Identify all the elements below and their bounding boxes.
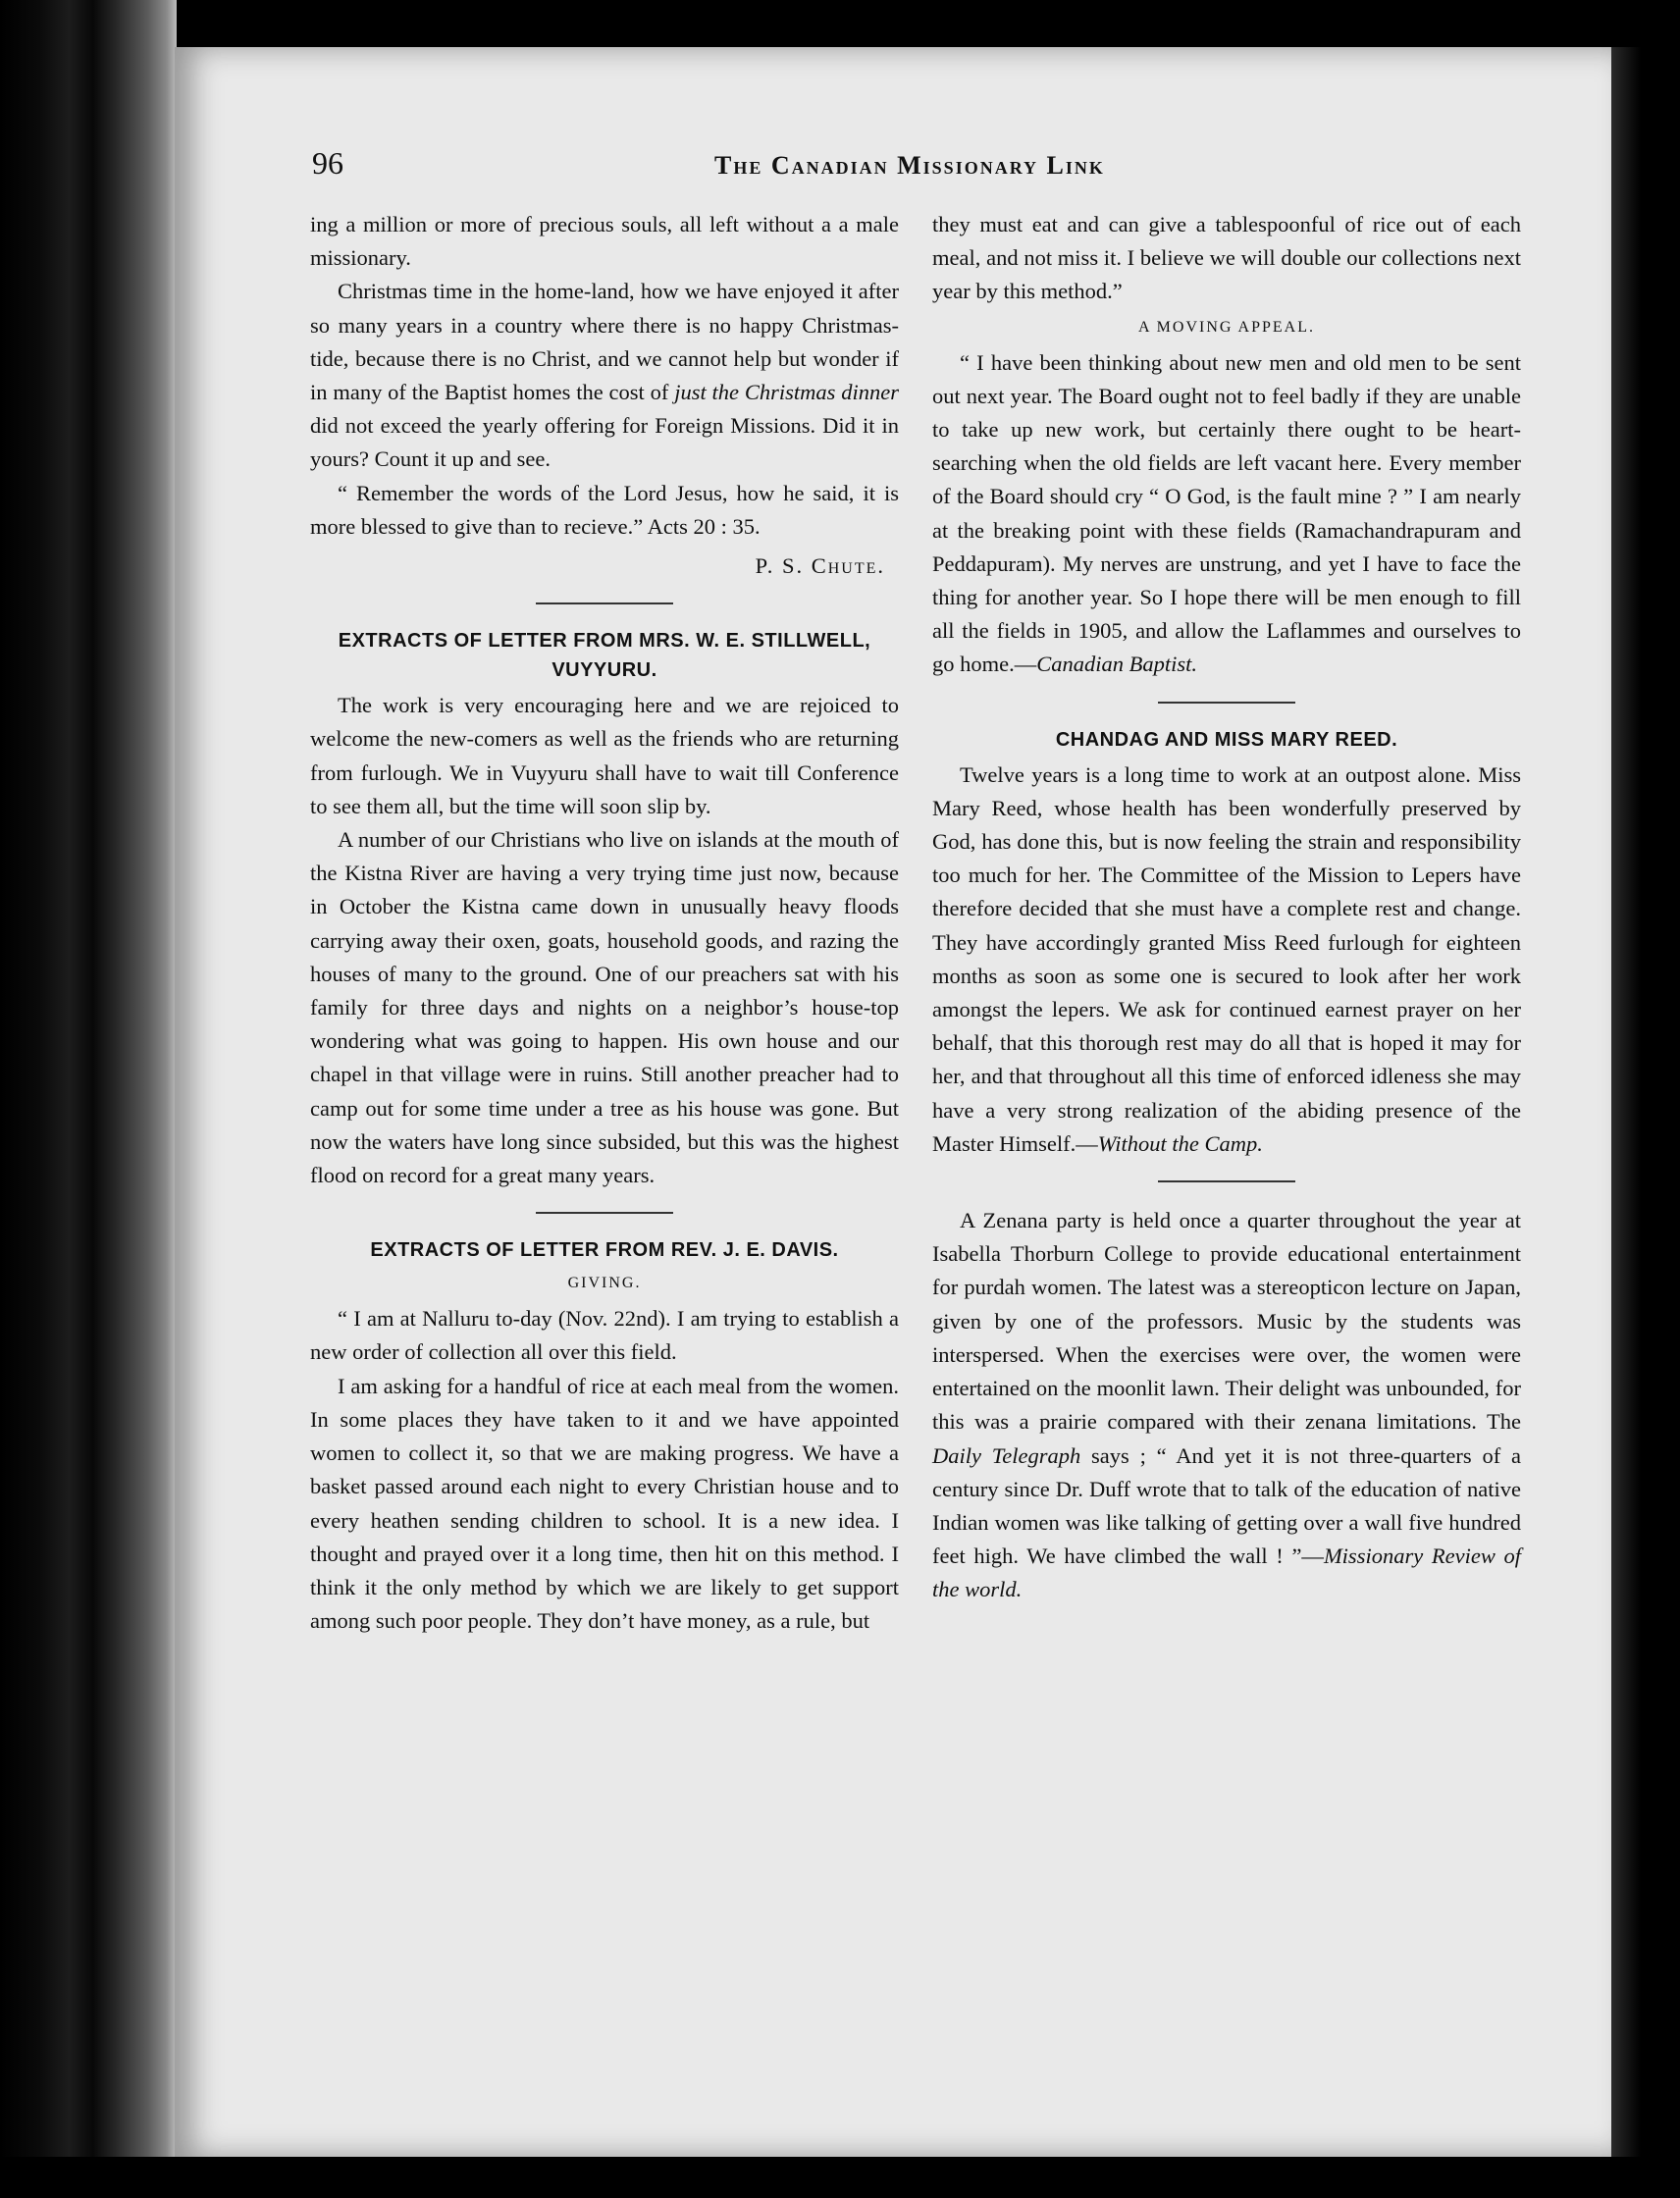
text-run: A Zenana party is held once a quarter throughout the year at Isabella Thorburn College to provide educational entertainment for purdah women. The latest was a stereopticon lecture on Japan, given by one of the professors. Music by the students was interspersed. When the exercises were over, the women were entertained on the moonlit lawn. Their delight was unbounded, for this was a prairie compared with their zenana limitations. The (932, 1208, 1521, 1435)
article-heading: CHANDAG AND MISS MARY REED. (1055, 728, 1398, 751)
paragraph: “ Remember the words of the Lord Jesus, how he said, it is more blessed to give than to recieve.” Acts 20 : 35. (310, 480, 899, 539)
page-number: 96 (312, 145, 343, 181)
text-run: did not exceed the yearly offering for Foreign Missions. Did it in yours? Count it up and see. (310, 413, 899, 472)
section-divider (536, 1212, 673, 1214)
page-edge (1611, 47, 1680, 2157)
paragraph: The work is very encouraging here and we are rejoiced to welcome the new-comers as well as the friends who are returning from furlough. We in Vuyyuru shall have to wait till Conference to see them all, but the time will soon slip by. (310, 693, 899, 818)
subheading: GIVING. (567, 1275, 642, 1292)
article-heading: EXTRACTS OF LETTER FROM REV. J. E. DAVIS. (370, 1239, 839, 1262)
text-run: “ I have been thinking about new men and old men to be sent out next year. The Board ought not to feel badly if they are unable to take up new work, but certainly there ought to be heart-searching when the old fields are left vacant here. Every member of the Board should cry “ O God, is the fault mine ? ” I am nearly at the breaking point with these fields (Ramachandrapuram and Peddapuram). My nerves are unstrung, and yet I have to face the thing for another year. So I hope there will be men enough to fill all the fields in 1905, and allow the Laflammes and ourselves to go home.— (932, 349, 1521, 677)
running-title: The Canadian Missionary Link (714, 151, 1105, 180)
right-column (932, 208, 1521, 1607)
paragraph (932, 346, 1521, 682)
section-divider (1158, 702, 1295, 704)
left-column (310, 208, 899, 1638)
paragraph (310, 275, 899, 476)
paragraph (932, 1204, 1521, 1606)
italic-text: Daily Telegraph (932, 1442, 1081, 1468)
paragraph: ing a million or more of precious souls, all left without a a male missionary. (310, 212, 899, 271)
book-page (175, 47, 1611, 2157)
section-divider (536, 602, 673, 604)
text-run: Twelve years is a long time to work at an outpost alone. Miss Mary Reed, whose health has been wonderfully preserved by God, has done this, but is now feeling the strain and responsibility too much for her. The Committee of the Mission to Lepers have therefore decided that she must have a complete rest and change. They have accordingly granted Miss Reed furlough for eighteen months as soon as some one is secured to look after her work amongst the lepers. We ask for continued earnest prayer on her behalf, that this thorough rest may do all that is hoped it may for her, and that throughout all this time of enforced idleness she may have a very strong realization of the abiding presence of the Master Himself.— (932, 761, 1521, 1156)
paragraph: they must eat and can give a tablespoonful of rice out of each meal, and not miss it. I believe we will double our collections next year by this method.” (932, 212, 1521, 304)
book-binding (0, 0, 177, 2198)
italic-text: Missionary Review of the world. (932, 1544, 1522, 1602)
article-heading: EXTRACTS OF LETTER FROM MRS. W. E. STILLWELL, VUYYURU. (338, 630, 871, 682)
italic-text: just the Christmas dinner (674, 380, 899, 405)
subheading: A MOVING APPEAL. (1137, 318, 1315, 336)
paragraph: “ I am at Nalluru to-day (Nov. 22nd). I am trying to establish a new order of collection all over this field. (310, 1306, 899, 1365)
italic-text: Without the Camp. (1097, 1130, 1263, 1156)
text-run: Christmas time in the home-land, how we have enjoyed it after so many years in a country where there is no happy Christmas-tide, because there is no Christ, and we cannot help but wonder if in many of the Baptist homes the cost of (310, 279, 899, 405)
signature: P. S. Chute. (755, 553, 885, 579)
paragraph: A number of our Christians who live on islands at the mouth of the Kistna River are having a very trying time just now, because in October the Kistna came down in unusually heavy floods carrying away their oxen, goats, household goods, and razing the houses of many to the ground. One of our preachers sat with his family for three days and nights on a neighbor’s house-top wondering what was going to happen. His own house and our chapel in that village were in ruins. Still another preacher had to camp out for some time under a tree as his house was gone. But now the waters have long since subsided, but this was the highest flood on record for a great many years. (310, 827, 899, 1188)
paragraph: I am asking for a handful of rice at each meal from the women. In some places they have taken to it and we have appointed women to collect it, so that we are making progress. We have a basket passed around each night to every Christian house and to every heathen sending children to school. It is a new idea. I thought and prayed over it a long time, then hit on this method. I think it the only method by which we are likely to get support among such poor people. They don’t have money, as a rule, but (310, 1373, 899, 1634)
page-header (312, 145, 1588, 204)
italic-text: Canadian Baptist. (1036, 652, 1198, 677)
scan-border (0, 2157, 1680, 2198)
text-run: says ; “ And yet it is not three-quarters of a century since Dr. Duff wrote that to talk of the education of native Indian women was like talking of getting over a wall five hundred feet high. We have climbed the wall ! ”— (932, 1442, 1521, 1569)
paragraph (932, 759, 1521, 1161)
section-divider (1158, 1180, 1295, 1182)
